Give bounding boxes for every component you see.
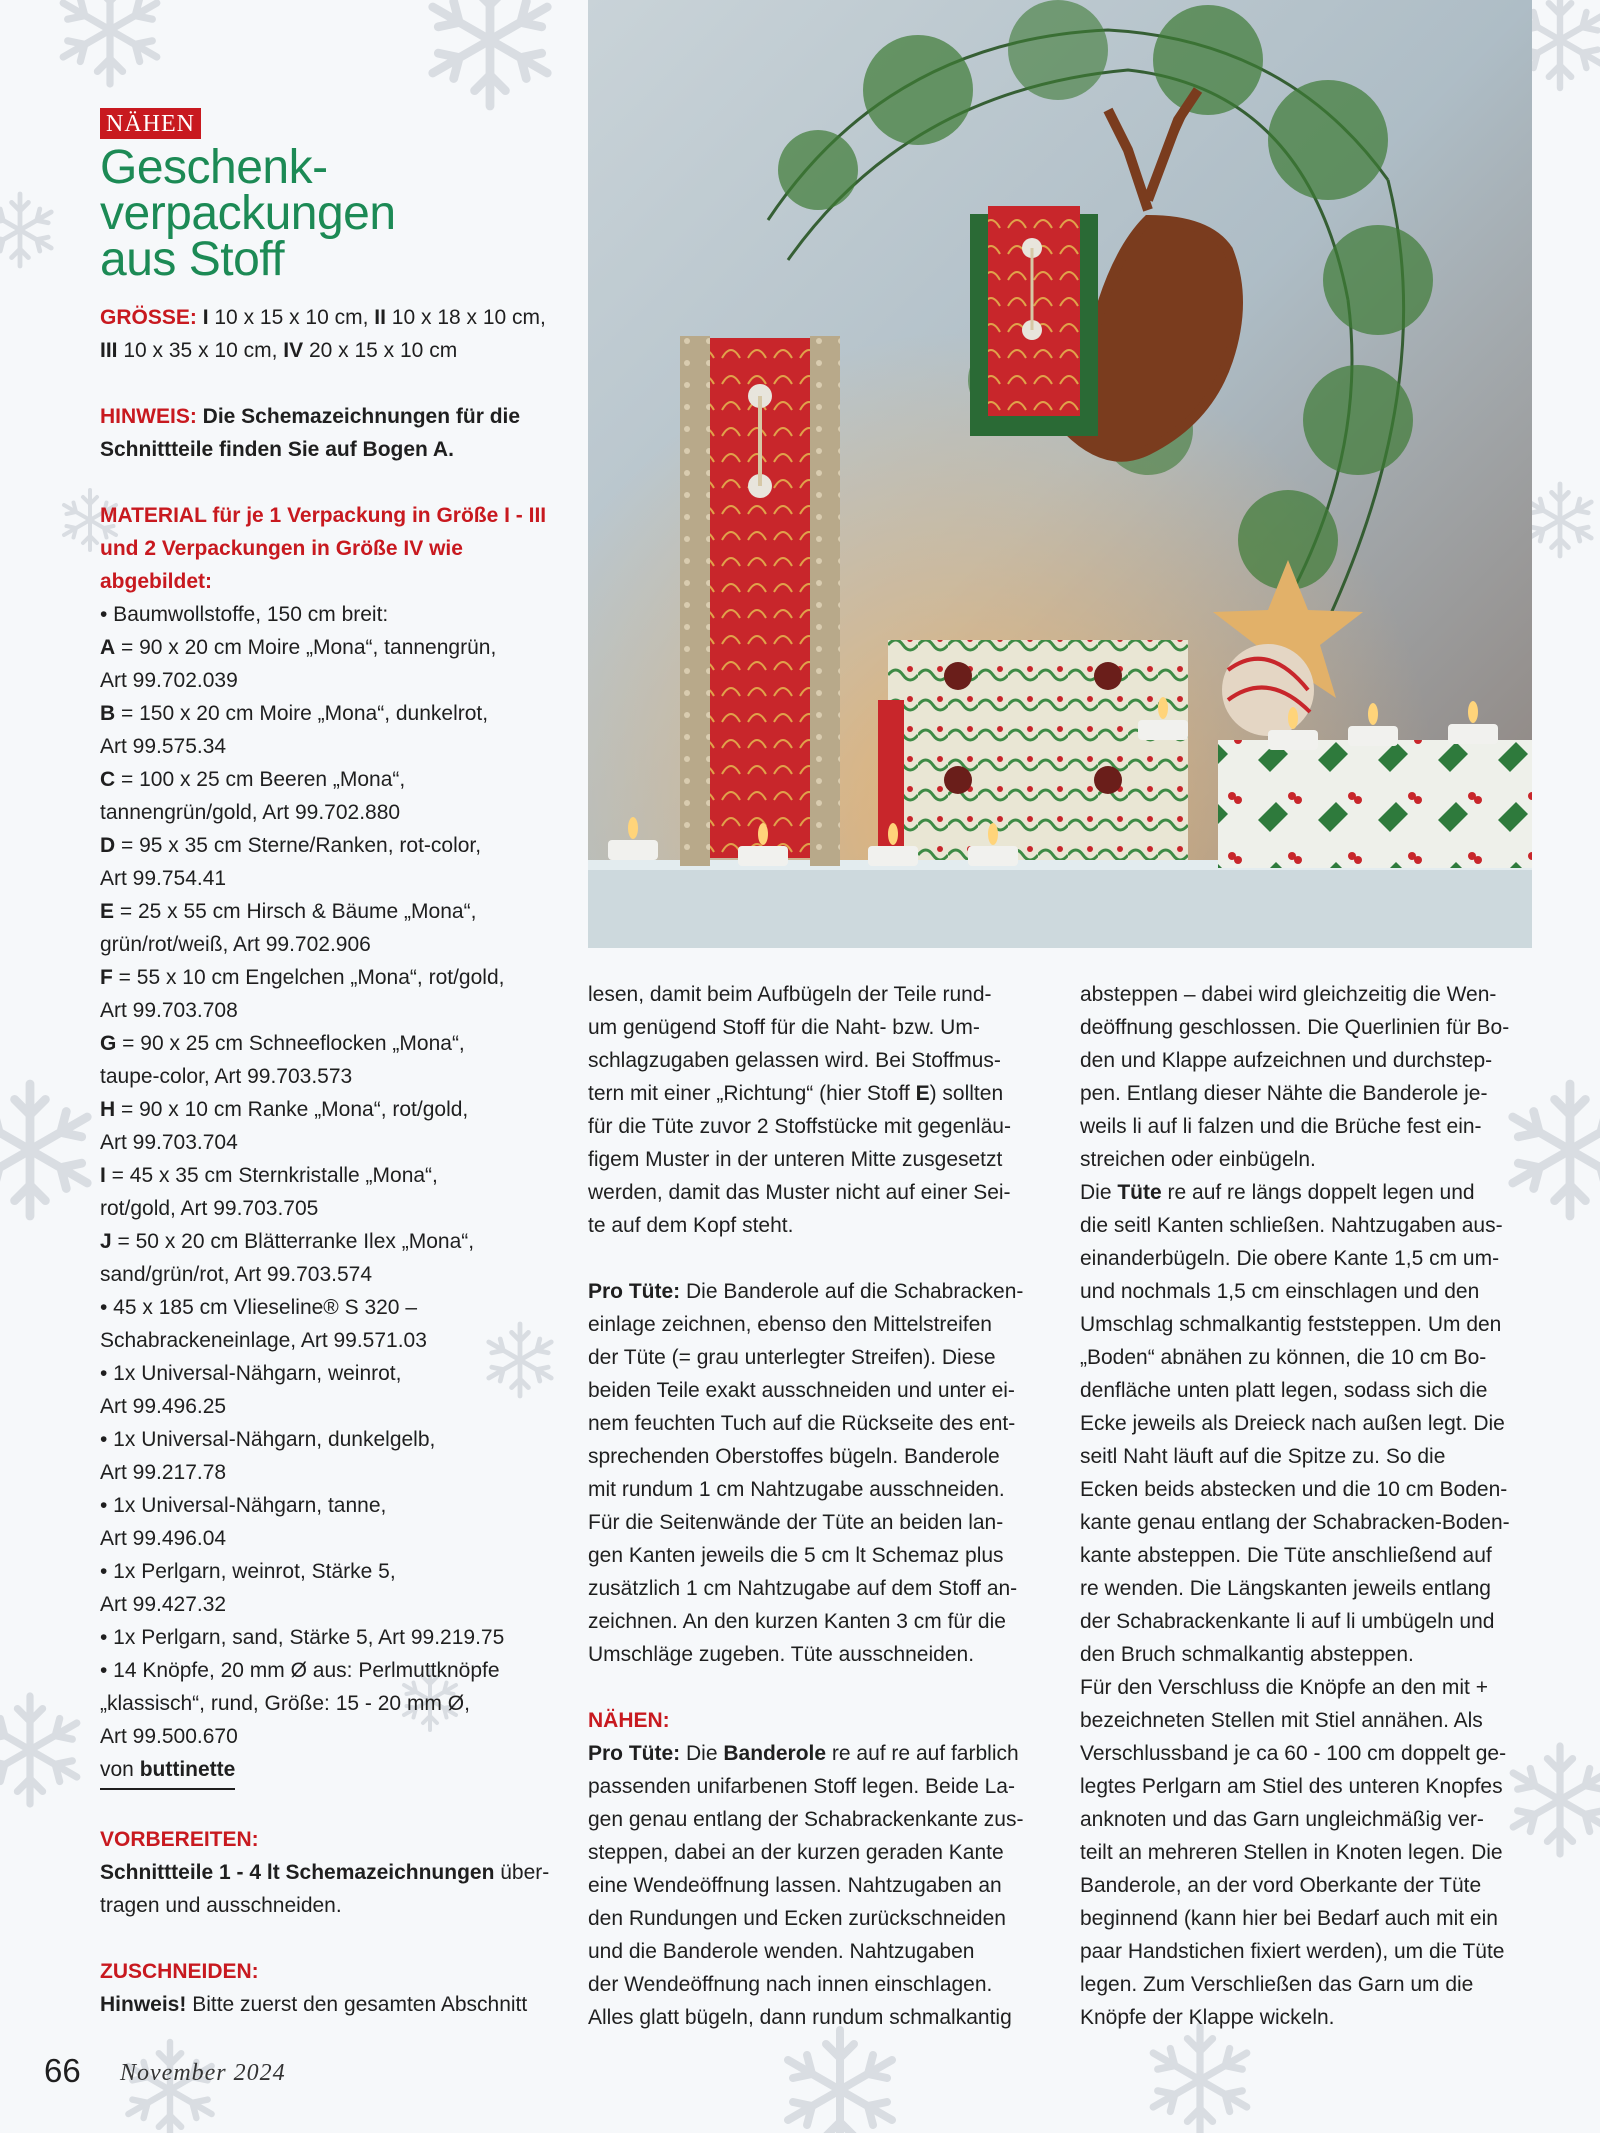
vendor-line: von buttinette xyxy=(100,1753,558,1790)
right-line: seitl Naht läuft auf die Spitze zu. So die xyxy=(1080,1445,1446,1468)
material-item: Art 99.496.04 xyxy=(100,1527,227,1550)
right-line: anknoten und das Garn ungleichmäßig ver- xyxy=(1080,1808,1484,1831)
gift-bags-photo xyxy=(588,0,1532,948)
right-line: deöffnung geschlossen. Die Querlinien für Bo- xyxy=(1080,1016,1510,1039)
mid-line: zusätzlich 1 cm Nahtzugabe auf dem Stoff an- xyxy=(588,1577,1018,1600)
mid-line: Umschläge zugeben. Tüte ausschneiden. xyxy=(588,1643,975,1666)
material-item: J = 50 x 20 cm Blätterranke Ilex „Mona“, xyxy=(100,1230,475,1253)
material-item: • 1x Perlgarn, sand, Stärke 5, Art 99.219.75 xyxy=(100,1626,505,1649)
mid-line: Für die Seitenwände der Tüte an beiden lan- xyxy=(588,1511,1004,1534)
right-line: legtes Perlgarn am Stiel des unteren Knopfes xyxy=(1080,1775,1503,1798)
material-item: • 14 Knöpfe, 20 mm Ø aus: Perlmuttknöpfe xyxy=(100,1659,500,1682)
mid-line: und die Banderole wenden. Nahtzugaben xyxy=(588,1940,975,1963)
mid-line: Alles glatt bügeln, dann rundum schmalkantig xyxy=(588,2006,1012,2029)
mid-line: Pro Tüte: Die Banderole auf die Schabracken- xyxy=(588,1280,1024,1303)
right-line: teilt an mehreren Stellen in Knoten legen. Die xyxy=(1080,1841,1503,1864)
material-item: H = 90 x 10 cm Ranke „Mona“, rot/gold, xyxy=(100,1098,469,1121)
title-line-3: aus Stoff xyxy=(100,233,285,286)
mid-line: passenden unifarbenen Stoff legen. Beide La- xyxy=(588,1775,1015,1798)
mid-line: der Tüte (= grau unterlegter Streifen). Diese xyxy=(588,1346,996,1369)
material-item: Art 99.500.670 xyxy=(100,1725,238,1748)
material-item: • Baumwollstoffe, 150 cm breit: xyxy=(100,603,389,626)
mid-line: zeichnen. An den kurzen Kanten 3 cm für die xyxy=(588,1610,1006,1633)
mid-line: einlage zeichnen, ebenso den Mittelstreifen xyxy=(588,1313,992,1336)
right-line: den und Klappe aufzeichnen und durchstep- xyxy=(1080,1049,1493,1072)
mid-line: werden, damit das Muster nicht auf einer Sei- xyxy=(588,1181,1011,1204)
prepare-line-1: Schnittteile 1 - 4 lt Schemazeichnungen über- xyxy=(100,1861,550,1884)
sizes-line-2: III 10 x 35 x 10 cm, IV 20 x 15 x 10 cm xyxy=(100,339,458,362)
right-line: den Bruch schmalkantig absteppen. xyxy=(1080,1643,1414,1666)
mid-line: nem feuchten Tuch auf die Rückseite des ent- xyxy=(588,1412,1016,1435)
right-line: paar Handstichen fixiert werden), um die Tüte xyxy=(1080,1940,1505,1963)
section-tag: NÄHEN xyxy=(100,108,201,139)
mid-line: schlagzugaben gelassen wird. Bei Stoffmus- xyxy=(588,1049,1001,1072)
mid-line: sprechenden Oberstoffes bügeln. Banderole xyxy=(588,1445,1000,1468)
right-line: pen. Entlang dieser Nähte die Banderole je- xyxy=(1080,1082,1488,1105)
right-line: Knöpfe der Klappe wickeln. xyxy=(1080,2006,1335,2029)
page-title xyxy=(100,141,558,286)
mid-line: mit rundum 1 cm Nahtzugabe ausschneiden. xyxy=(588,1478,1005,1501)
right-line: streichen oder einbügeln. xyxy=(1080,1148,1316,1171)
material-item: E = 25 x 55 cm Hirsch & Bäume „Mona“, xyxy=(100,900,477,923)
material-item: Art 99.427.32 xyxy=(100,1593,227,1616)
material-item: A = 90 x 20 cm Moire „Mona“, tannengrün, xyxy=(100,636,497,659)
material-item: rot/gold, Art 99.703.705 xyxy=(100,1197,319,1220)
cut-line: Hinweis! Bitte zuerst den gesamten Abschnitt xyxy=(100,1993,528,2016)
material-item: • 45 x 185 cm Vlieseline® S 320 – xyxy=(100,1296,417,1319)
note-line-2: Schnittteile finden Sie auf Bogen A. xyxy=(100,438,454,461)
material-list xyxy=(100,598,558,1753)
material-heading-1: MATERIAL für je 1 Verpackung in Größe I - III xyxy=(100,504,547,527)
material-item: • 1x Universal-Nähgarn, tanne, xyxy=(100,1494,387,1517)
mid-line: te auf dem Kopf steht. xyxy=(588,1214,794,1237)
material-item: • 1x Universal-Nähgarn, weinrot, xyxy=(100,1362,402,1385)
right-line: Ecken beids abstecken und die 10 cm Boden- xyxy=(1080,1478,1508,1501)
prepare-line-2: tragen und ausschneiden. xyxy=(100,1894,342,1917)
mid-line: der Wendeöffnung nach innen einschlagen. xyxy=(588,1973,993,1996)
right-line: einanderbügeln. Die obere Kante 1,5 cm um- xyxy=(1080,1247,1500,1270)
material-item: B = 150 x 20 cm Moire „Mona“, dunkelrot, xyxy=(100,702,489,725)
mid-line: für die Tüte zuvor 2 Stoffstücke mit gegenläu- xyxy=(588,1115,1011,1138)
note-label: HINWEIS: xyxy=(100,405,197,428)
right-line: Für den Verschluss die Knöpfe an den mit + xyxy=(1080,1676,1488,1699)
right-line: Verschlussband je ca 60 - 100 cm doppelt ge- xyxy=(1080,1742,1507,1765)
pro-tuete-label: Pro Tüte: xyxy=(588,1280,681,1303)
materials-column xyxy=(100,108,558,2021)
mid-line: lesen, damit beim Aufbügeln der Teile rund- xyxy=(588,983,992,1006)
material-item: I = 45 x 35 cm Sternkristalle „Mona“, xyxy=(100,1164,438,1187)
right-line: re wenden. Die Längskanten jeweils entlang xyxy=(1080,1577,1491,1600)
right-line: kante genau entlang der Schabracken-Boden- xyxy=(1080,1511,1510,1534)
mid-line: steppen, dabei an der kurzen geraden Kante xyxy=(588,1841,1004,1864)
photo-illustration xyxy=(588,0,1532,948)
material-item: Schabrackeneinlage, Art 99.571.03 xyxy=(100,1329,427,1352)
material-item: Art 99.703.704 xyxy=(100,1131,238,1154)
sizes-line-1: GRÖSSE: I 10 x 15 x 10 cm, II 10 x 18 x 10 cm, xyxy=(100,306,546,329)
material-item: taupe-color, Art 99.703.573 xyxy=(100,1065,353,1088)
right-line: Die Tüte re auf re längs doppelt legen und xyxy=(1080,1181,1475,1204)
instructions-column-right xyxy=(1080,978,1536,2034)
right-line: absteppen – dabei wird gleichzeitig die Wen- xyxy=(1080,983,1497,1006)
instructions-column-middle xyxy=(588,978,1044,2034)
right-line: „Boden“ abnähen zu können, die 10 cm Bo- xyxy=(1080,1346,1487,1369)
right-line: denfläche unten platt legen, sodass sich die xyxy=(1080,1379,1488,1402)
right-line: weils li auf li falzen und die Brüche fest ein- xyxy=(1080,1115,1482,1138)
material-item: C = 100 x 25 cm Beeren „Mona“, xyxy=(100,768,406,791)
mid-line: den Rundungen und Ecken zurückschneiden xyxy=(588,1907,1006,1930)
mid-line: beiden Teile exakt ausschneiden und unter ei- xyxy=(588,1379,1015,1402)
material-item: Art 99.496.25 xyxy=(100,1395,227,1418)
material-item: F = 55 x 10 cm Engelchen „Mona“, rot/gold, xyxy=(100,966,505,989)
right-line: Banderole, an der vord Oberkante der Tüte xyxy=(1080,1874,1482,1897)
material-item: D = 95 x 35 cm Sterne/Ranken, rot-color, xyxy=(100,834,482,857)
material-item: tannengrün/gold, Art 99.702.880 xyxy=(100,801,401,824)
title-line-1: Geschenk- xyxy=(100,141,328,194)
material-item: Art 99.217.78 xyxy=(100,1461,227,1484)
sew-heading: NÄHEN: xyxy=(588,1709,670,1732)
right-line: der Schabrackenkante li auf li umbügeln und xyxy=(1080,1610,1495,1633)
right-line: legen. Zum Verschließen das Garn um die xyxy=(1080,1973,1474,1996)
material-item: Art 99.754.41 xyxy=(100,867,227,890)
material-item: G = 90 x 25 cm Schneeflocken „Mona“, xyxy=(100,1032,465,1055)
material-item: sand/grün/rot, Art 99.703.574 xyxy=(100,1263,373,1286)
mid-line: figem Muster in der unteren Mitte zusgesetzt xyxy=(588,1148,1003,1171)
note-line-1: HINWEIS: Die Schemazeichnungen für die xyxy=(100,405,521,428)
material-heading-3: abgebildet: xyxy=(100,570,213,593)
material-item: Art 99.703.708 xyxy=(100,999,238,1022)
mid-line: eine Wendeöffnung lassen. Nahtzugaben an xyxy=(588,1874,1002,1897)
material-item: Art 99.702.039 xyxy=(100,669,238,692)
page-number: 66 xyxy=(44,2052,81,2089)
right-line: die seitl Kanten schließen. Nahtzugaben aus- xyxy=(1080,1214,1503,1237)
right-line: und nochmals 1,5 cm einschlagen und den xyxy=(1080,1280,1480,1303)
mid-line: tern mit einer „Richtung“ (hier Stoff E) sollten xyxy=(588,1082,1004,1105)
material-item: „klassisch“, rund, Größe: 15 - 20 mm Ø, xyxy=(100,1692,470,1715)
right-line: kante absteppen. Die Tüte anschließend auf xyxy=(1080,1544,1492,1567)
mid-line: um genügend Stoff für die Naht- bzw. Um- xyxy=(588,1016,980,1039)
right-line: Umschlag schmalkantig feststeppen. Um den xyxy=(1080,1313,1502,1336)
material-item: • 1x Universal-Nähgarn, dunkelgelb, xyxy=(100,1428,436,1451)
material-item: grün/rot/weiß, Art 99.702.906 xyxy=(100,933,371,956)
issue-date: November 2024 xyxy=(120,2060,286,2086)
right-line: Ecke jeweils als Dreieck nach außen legt. Die xyxy=(1080,1412,1505,1435)
right-line: bezeichneten Stellen mit Stiel annähen. Als xyxy=(1080,1709,1483,1732)
material-heading-2: und 2 Verpackungen in Größe IV wie xyxy=(100,537,463,560)
mid-line: Pro Tüte: Die Banderole re auf re auf farblich xyxy=(588,1742,1019,1765)
vendor-name: buttinette xyxy=(139,1758,236,1781)
cut-heading: ZUSCHNEIDEN: xyxy=(100,1960,259,1983)
material-item: • 1x Perlgarn, weinrot, Stärke 5, xyxy=(100,1560,396,1583)
sizes-label: GRÖSSE: xyxy=(100,306,197,329)
title-line-2: verpackungen xyxy=(100,187,396,240)
material-item: Art 99.575.34 xyxy=(100,735,227,758)
mid-line: gen Kanten jeweils die 5 cm lt Schemaz plus xyxy=(588,1544,1004,1567)
right-line: beginnend (kann hier bei Bedarf auch mit ein xyxy=(1080,1907,1498,1930)
prepare-heading: VORBEREITEN: xyxy=(100,1828,259,1851)
mid-line: gen genau entlang der Schabrackenkante zus- xyxy=(588,1808,1024,1831)
